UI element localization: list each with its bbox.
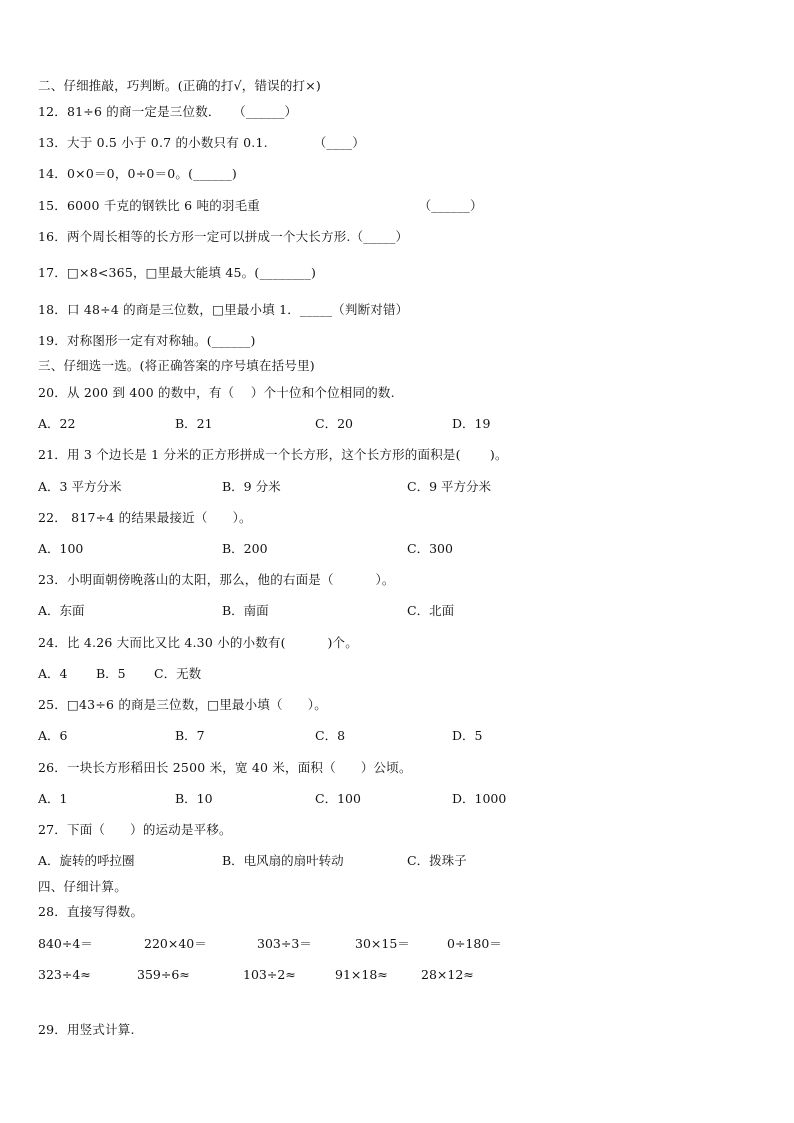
question-23: 23．小明面朝傍晚落山的太阳，那么，他的右面是（ ）。 (38, 572, 395, 587)
question-20: 20．从 200 到 400 的数中，有（ ）个十位和个位相同的数. (38, 385, 395, 400)
option: C．拨珠子 (407, 853, 467, 868)
option: B．电风扇的扇叶转动 (222, 853, 344, 868)
option: C．9 平方分米 (407, 479, 491, 494)
option: B．南面 (222, 603, 269, 618)
question-26: 26．一块长方形稻田长 2500 米，宽 40 米，面积（ ）公顷。 (38, 760, 412, 775)
calc-item: 840÷4＝ (38, 936, 93, 951)
option: C．北面 (407, 603, 455, 618)
option: B．5 (96, 666, 126, 681)
calc-item: 220×40＝ (144, 936, 207, 951)
option: C．20 (315, 416, 353, 431)
calc-item: 30×15＝ (355, 936, 410, 951)
option: A．6 (38, 728, 68, 743)
question-22: 22． 817÷4 的结果最接近（ ）。 (38, 510, 252, 525)
option: A．100 (38, 541, 84, 556)
question-27: 27．下面（ ）的运动是平移。 (38, 822, 232, 837)
calc-item: 359÷6≈ (137, 967, 190, 982)
option: B．21 (175, 416, 213, 431)
option: C．300 (407, 541, 453, 556)
option: A．旋转的呼拉圈 (38, 853, 135, 868)
calc-item: 91×18≈ (335, 967, 388, 982)
question-15: 15．6000 千克的钢铁比 6 吨的羽毛重 （______） (38, 198, 483, 213)
option: C．8 (315, 728, 346, 743)
section-3-heading: 三、仔细选一选。(将正确答案的序号填在括号里) (38, 358, 315, 373)
question-16: 16．两个周长相等的长方形一定可以拼成一个大长方形.（_____） (38, 229, 409, 244)
option: C．无数 (154, 666, 202, 681)
option: C．100 (315, 791, 361, 806)
question-28: 28．直接写得数。 (38, 904, 144, 919)
calc-item: 323÷4≈ (38, 967, 91, 982)
section-2-heading: 二、仔细推敲，巧判断。(正确的打√，错误的打×) (38, 78, 321, 93)
calc-item: 0÷180＝ (447, 936, 502, 951)
option: D．1000 (452, 791, 507, 806)
option: B．10 (175, 791, 213, 806)
option: A．3 平方分米 (38, 479, 122, 494)
option: B．200 (222, 541, 268, 556)
question-13: 13．大于 0.5 小于 0.7 的小数只有 0.1. （____） (38, 135, 365, 150)
question-29: 29．用竖式计算. (38, 1022, 135, 1037)
question-21: 21．用 3 个边长是 1 分米的正方形拼成一个长方形，这个长方形的面积是( )。 (38, 447, 508, 462)
question-18: 18．口 48÷4 的商是三位数，□里最小填 1．_____（判断对错） (38, 302, 409, 317)
section-4-heading: 四、仔细计算。 (38, 879, 127, 894)
calc-item: 303÷3＝ (257, 936, 312, 951)
question-12: 12．81÷6 的商一定是三位数． （______） (38, 104, 298, 119)
option: D．19 (452, 416, 491, 431)
option: A．22 (38, 416, 76, 431)
question-24: 24．比 4.26 大而比又比 4.30 小的小数有( )个。 (38, 635, 358, 650)
question-17: 17．□×8<365，□里最大能填 45。(________) (38, 265, 317, 280)
question-19: 19．对称图形一定有对称轴。(______) (38, 333, 256, 348)
option: D．5 (452, 728, 483, 743)
option: A．1 (38, 791, 68, 806)
option: B．9 分米 (222, 479, 281, 494)
option: B．7 (175, 728, 205, 743)
question-14: 14．0×0＝0，0÷0＝0。(______) (38, 166, 237, 181)
question-25: 25．□43÷6 的商是三位数，□里最小填（ ）。 (38, 697, 327, 712)
calc-item: 103÷2≈ (243, 967, 296, 982)
calc-item: 28×12≈ (421, 967, 474, 982)
option: A．4 (38, 666, 68, 681)
option: A．东面 (38, 603, 85, 618)
